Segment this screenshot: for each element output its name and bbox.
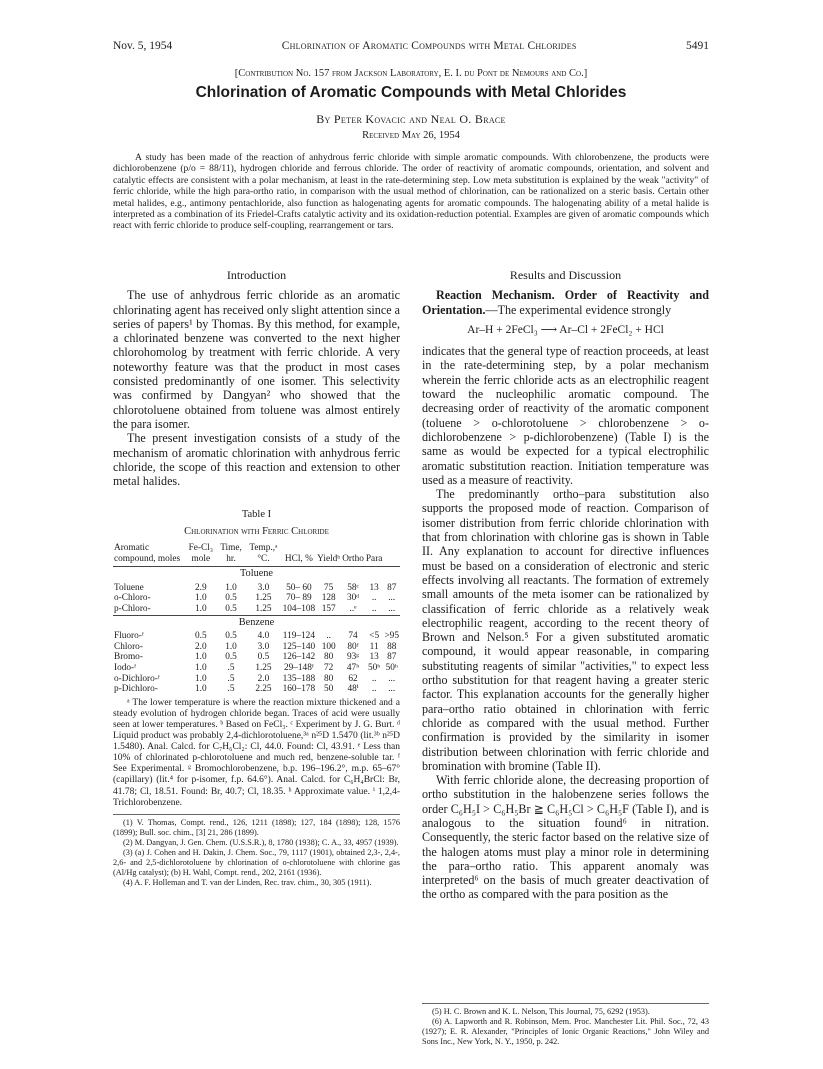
reaction-equation: Ar–H + 2FeCl₃ ⟶ Ar–Cl + 2FeCl₂ + HCl xyxy=(467,323,664,336)
table-cell: 13 xyxy=(369,582,379,593)
table-cell: 80ᶠ xyxy=(347,641,359,652)
table-cell: 50ʰ xyxy=(385,662,398,673)
table-group-row xyxy=(113,615,400,631)
table-caption: Table I xyxy=(241,509,272,521)
results-paragraph-1-continued: indicates that the general type of reaction proceeds, at least in the rate-determining step, by a polar mechanism wherein the ferric chloride acts as an electrophilic reagent toward the nucleophilic aromatic compound. The decreasing order of reactivity of the aromatic component (toluene > o-chlorotoluene > chlorobenzene > o-dichlorobenzene > p-dichlorobenzene) (Table I) is the same as would be expected for a typical electrophilic aromatic substitution reaction. Initiation temperature was used as a measure of reactivity. xyxy=(422,344,709,487)
footnote: (6) A. Lapworth and R. Robinson, Mem. Proc. Manchester Lit. Phil. Soc., 72, 43 (1927); E. R. Alexander, "Principles of Ionic Organic Reactions," John Wiley and Sons Inc., New York, N. Y., 1950, p. 242. xyxy=(422,1017,709,1047)
table-row xyxy=(113,684,400,695)
table-cell: <5 xyxy=(369,631,380,642)
footnote-divider xyxy=(422,1003,709,1004)
table-cell: 3.0 xyxy=(257,641,270,652)
results-heading: Results and Discussion xyxy=(509,268,622,282)
contribution-line: [Contribution No. 157 from Jackson Laboratory, E. I. du Pont de Nemours and Co.] xyxy=(234,68,588,79)
table-header-row xyxy=(113,543,400,567)
table-row xyxy=(113,674,400,685)
table-compound-cell: Chloro- xyxy=(114,641,143,652)
table-header-cell: Temp.,ᵃ °C. xyxy=(245,543,281,567)
table-cell: 30ᵈ xyxy=(346,593,360,604)
table-cell: 104–108 xyxy=(282,604,316,615)
table-cell: 0.5 xyxy=(257,652,270,663)
table-header-cell: Aromatic compound, moles xyxy=(113,543,185,567)
table-cell: 1.0 xyxy=(195,604,207,615)
table-cell: 87 xyxy=(387,652,397,663)
table-compound-cell: Bromo- xyxy=(114,652,143,663)
table-cell: .. xyxy=(371,684,377,695)
table-body xyxy=(113,567,400,695)
table-group-label: Benzene xyxy=(113,615,400,631)
table-header-cell: Ortho xyxy=(341,543,365,567)
right-column xyxy=(422,268,709,902)
table-cell: ... xyxy=(388,593,396,604)
table-cell: 3.0 xyxy=(257,582,270,593)
results-paragraph-2: The predominantly ortho–para substitution also supports the proposed mode of reaction. Comparison of isomer distribution from ferric chloride chlorination with that from chlorination with chlorine gas is shown in Table II. Any explanation to account for directive influences must be based on a consideration of electronic and steric effects involving all reactants. The formation of extremely small amounts of the meta isomer can be rationalized by classification of ferric chloride as a relatively weak electrophilic reagent, according to the recent theory of Brown and Nelson.⁵ For a given substituted aromatic compound, it would appear reasonable, in comparing substituting reagents of similar "activities," to expect less ortho substitution for that reagent having a greater steric factor. This explanation accounts for the generally higher para–ortho ratio obtained in chlorination with ferric chloride as compared with the usual method. Further confirmation is provided by the similarity in isomer distribution between chlorination with ferric chloride and bromination with bromine (Table II). xyxy=(422,487,709,773)
table-title: Chlorination with Ferric Chloride xyxy=(184,525,329,537)
table-header-cell: Fe-Cl₃ mole xyxy=(185,543,217,567)
table-cell: 119–124 xyxy=(282,631,315,642)
footnote-divider xyxy=(113,814,400,815)
footnote: (5) H. C. Brown and K. L. Nelson, This Journal, 75, 6292 (1953). xyxy=(432,1007,650,1016)
table-cell: 80 xyxy=(324,652,334,663)
table-cell: 1.0 xyxy=(195,662,207,673)
table-cell: 50– 60 xyxy=(286,582,312,593)
results-subheading: Reaction Mechanism. Order of Reactivity and Orientation. xyxy=(422,288,709,317)
table-cell: 1.0 xyxy=(195,684,207,695)
table-cell: .. xyxy=(371,593,377,604)
footnote: (4) A. F. Holleman and T. van der Linden, Rec. trav. chim., 30, 305 (1911). xyxy=(123,878,372,888)
article-title: Chlorination of Aromatic Compounds with Metal Chlorides xyxy=(195,84,627,101)
table-cell: 29–148ᶠ xyxy=(283,662,314,673)
table-cell: 1.25 xyxy=(255,593,272,604)
table-cell: 1.25 xyxy=(255,662,272,673)
table-cell: 0.5 xyxy=(195,631,207,642)
table-cell: 13 xyxy=(369,652,379,663)
table-row xyxy=(113,583,400,594)
running-head-title: Chlorination of Aromatic Compounds with Metal Chlorides xyxy=(281,40,577,52)
table-cell: ... xyxy=(388,673,396,684)
table-cell: 50ʰ xyxy=(368,662,381,673)
table-cell: .. xyxy=(371,604,377,615)
footnotes-left xyxy=(113,818,400,889)
table-cell: .. xyxy=(326,631,331,642)
table-compound-cell: p-Dichloro- xyxy=(114,684,158,695)
introduction-heading: Introduction xyxy=(226,268,287,282)
table-cell: 50 xyxy=(324,684,334,695)
table-cell: 1.0 xyxy=(195,593,207,604)
table-cell: 1.25 xyxy=(255,604,272,615)
table-compound-cell: p-Chloro- xyxy=(114,604,151,615)
table-cell: .5 xyxy=(227,684,235,695)
introduction-paragraph-2: The present investigation consists of a study of the mechanism of aromatic chlorination with anhydrous ferric chloride, the scope of this reaction and extension to other metal halides. xyxy=(113,431,400,489)
introduction-paragraph-1: The use of anhydrous ferric chloride as an aromatic chlorinating agent has received only slight attention since a series of papers¹ by Thomas. By this method, for example, a chlorinated benzene was converted to the next higher chlorohomolog by treatment with ferric chloride. A very noteworthy feature was that the product in most cases consisted predominantly of one isomer. This selectivity was confirmed by Dangyan² who showed that the chlorotoluene obtained from toluene was almost entirely the para isomer. xyxy=(113,288,400,431)
table-footnote-text: ᵃ The lower temperature is where the reaction mixture thickened and a steady evolution of hydrogen chloride began. Traces of acid were usually seen at lower temperatures. ᵇ Based on FeCl₃. ᶜ Experiment by J. G. Burt. ᵈ Liquid product was probably 2,4-dichlorotoluene,³ᵃ n²⁵D 1.5470 (lit.³ᵇ n²⁵D 1.5480). Anal. Calcd. for C₇H₆Cl₂: Cl, 44.0. Found: Cl, 43.91. ᵉ Less than 10% of chlorinated p-chlorotoluene and much red, benzene-soluble tar. ᶠ See Experimental. ᵍ Bromochlorobenzene, b.p. 196–196.2°, m.p. 65–67° (capillary) (lit.⁴ for p-isomer, f.p. 64.6°). Anal. Calcd. for C₆H₄BrCl: Br, 41.78; Cl, 18.51. Found: Br, 40.7; Cl, 18.35. ʰ Approximate value. ⁱ 1,2,4-Trichlorobenzene. xyxy=(113,697,400,808)
table-compound-cell: Iodo-ᶠ xyxy=(114,662,137,673)
table-cell: 0.5 xyxy=(225,652,237,663)
chlorination-table xyxy=(113,543,400,695)
table-cell: 48ⁱ xyxy=(347,684,359,695)
table-row xyxy=(113,631,400,642)
table-cell: 135–188 xyxy=(282,673,316,684)
table-notes xyxy=(113,698,400,809)
table-cell: 1.0 xyxy=(195,673,207,684)
table-cell: >95 xyxy=(384,631,399,642)
table-cell: 100 xyxy=(321,641,336,652)
table-row xyxy=(113,593,400,604)
table-cell: 4.0 xyxy=(257,631,270,642)
table-cell: 157 xyxy=(321,604,336,615)
table-compound-cell: o-Chloro- xyxy=(114,593,151,604)
running-head xyxy=(113,40,709,52)
table-cell: 72 xyxy=(324,662,334,673)
table-compound-cell: o-Dichloro-ᶠ xyxy=(114,673,160,684)
table-cell: 160–178 xyxy=(282,684,316,695)
footnote: (1) V. Thomas, Compt. rend., 126, 1211 (1898); 127, 184 (1898); 128, 1576 (1899); Bull. soc. chim., [3] 21, 286 (1899). xyxy=(113,817,400,837)
table-cell: 126–142 xyxy=(282,652,316,663)
abstract: A study has been made of the reaction of anhydrous ferric chloride with simple aromatic compounds. With chlorobenzene, the products were dichlorobenzene (p/o = 88/11), hydrogen chloride and ferrous chloride. The order of reactivity of aromatic compounds, orientation, and solvent and catalytic effects are consistent with a polar mechanism, at least in the rate-determining step. Low meta substitution is explained by the weak "activity" of ferric chloride, while the high para-ortho ratio, in comparison with the usual method of chlorination, can be rationalized on a steric basis. Certain other metal halides, e.g., antimony pentachloride, also function as halogenating agents for aromatic compounds. The halogenating ability of a metal halide is interpreted as a combination of its Friedel-Crafts catalytic activity and its oxidation-reduction potential. Examples are given of aromatic compounds which react with ferric chloride to produce self-coupling, rearrangement or tars. xyxy=(113,152,709,232)
table-cell: 0.5 xyxy=(225,604,237,615)
table-compound-cell: Fluoro-ᶠ xyxy=(114,631,144,642)
table-row xyxy=(113,652,400,663)
table-row xyxy=(113,642,400,653)
table-cell: 11 xyxy=(369,641,379,652)
page-number: 5491 xyxy=(685,40,709,52)
running-head-date: Nov. 5, 1954 xyxy=(113,40,173,52)
table-row xyxy=(113,663,400,674)
left-column xyxy=(113,268,400,888)
table-cell: 58ᶜ xyxy=(347,582,359,593)
results-lead-text: —The experimental evidence strongly xyxy=(485,302,672,317)
table-cell: 2.25 xyxy=(255,684,272,695)
table-cell: 75 xyxy=(324,582,334,593)
table-cell: 0.5 xyxy=(225,631,237,642)
table-cell: 1.0 xyxy=(225,641,237,652)
footnotes-right xyxy=(422,1003,709,1047)
table-cell: .5 xyxy=(227,673,235,684)
table-header-cell: Time, hr. xyxy=(217,543,246,567)
author-byline: By Peter Kovacic and Neal O. Brace xyxy=(316,112,506,126)
table-cell: 88 xyxy=(387,641,397,652)
table-cell: ..ᵉ xyxy=(349,604,357,615)
table-cell: 47ʰ xyxy=(346,662,360,673)
table-cell: 93ᵍ xyxy=(346,652,360,663)
table-cell: 0.5 xyxy=(225,593,237,604)
table-cell: ... xyxy=(388,684,396,695)
table-cell: ... xyxy=(388,604,396,615)
footnote: (3) (a) J. Cohen and H. Dakin, J. Chem. Soc., 79, 1117 (1901), obtained 2,3-, 2,4-, 2,6- and 2,5-dichlorotoluene by chlorination of o-chlorotoluene with chlorine gas (Al/Hg catalyst); (b) H. Wahl, Compt. rend., 202, 2161 (1936). xyxy=(113,847,400,878)
table-group-row xyxy=(113,567,400,583)
table-cell: 2.0 xyxy=(257,673,270,684)
results-paragraph-3: With ferric chloride alone, the decreasing proportion of ortho substitution in the halobenzene series follows the order C₆H₅I > C₆H₅Br ≧ C₆H₅Cl > C₆H₅F (Table I), and is analogous to the situation found⁶ in nitration. Consequently, the steric factor based on the relative size of the halogen atoms must play a minor role in determining the para–ortho ratio. This apparent anomaly was interpreted⁶ on the basis of much greater deactivation of the ortho as compared with the para position as the xyxy=(422,773,709,902)
table-cell: 2.0 xyxy=(195,641,207,652)
table-cell: 1.0 xyxy=(195,652,207,663)
received-date: Received May 26, 1954 xyxy=(362,130,460,141)
table-row xyxy=(113,604,400,615)
table-cell: 2.9 xyxy=(195,582,207,593)
table-cell: 125–140 xyxy=(282,641,316,652)
results-paragraph-1 xyxy=(422,288,709,317)
table-cell: 70– 89 xyxy=(286,593,312,604)
footnote: (2) M. Dangyan, J. Gen. Chem. (U.S.S.R.), 8, 1780 (1938); C. A., 33, 4957 (1939). xyxy=(123,837,399,847)
table-cell: 74 xyxy=(348,631,358,642)
table-header-cell: Para xyxy=(365,543,384,567)
table-cell: 1.0 xyxy=(225,582,237,593)
table-cell: 87 xyxy=(387,582,397,593)
table-cell: 62 xyxy=(348,673,358,684)
table-cell: 80 xyxy=(324,673,334,684)
table-header-cell: HCl, % xyxy=(282,543,317,567)
table-compound-cell: Toluene xyxy=(114,582,144,593)
table-cell: .. xyxy=(371,673,377,684)
table-cell: .5 xyxy=(227,662,235,673)
table-group-label: Toluene xyxy=(113,567,400,583)
table-header-cell: Yieldᵇ xyxy=(316,543,341,567)
table-cell: 128 xyxy=(321,593,336,604)
